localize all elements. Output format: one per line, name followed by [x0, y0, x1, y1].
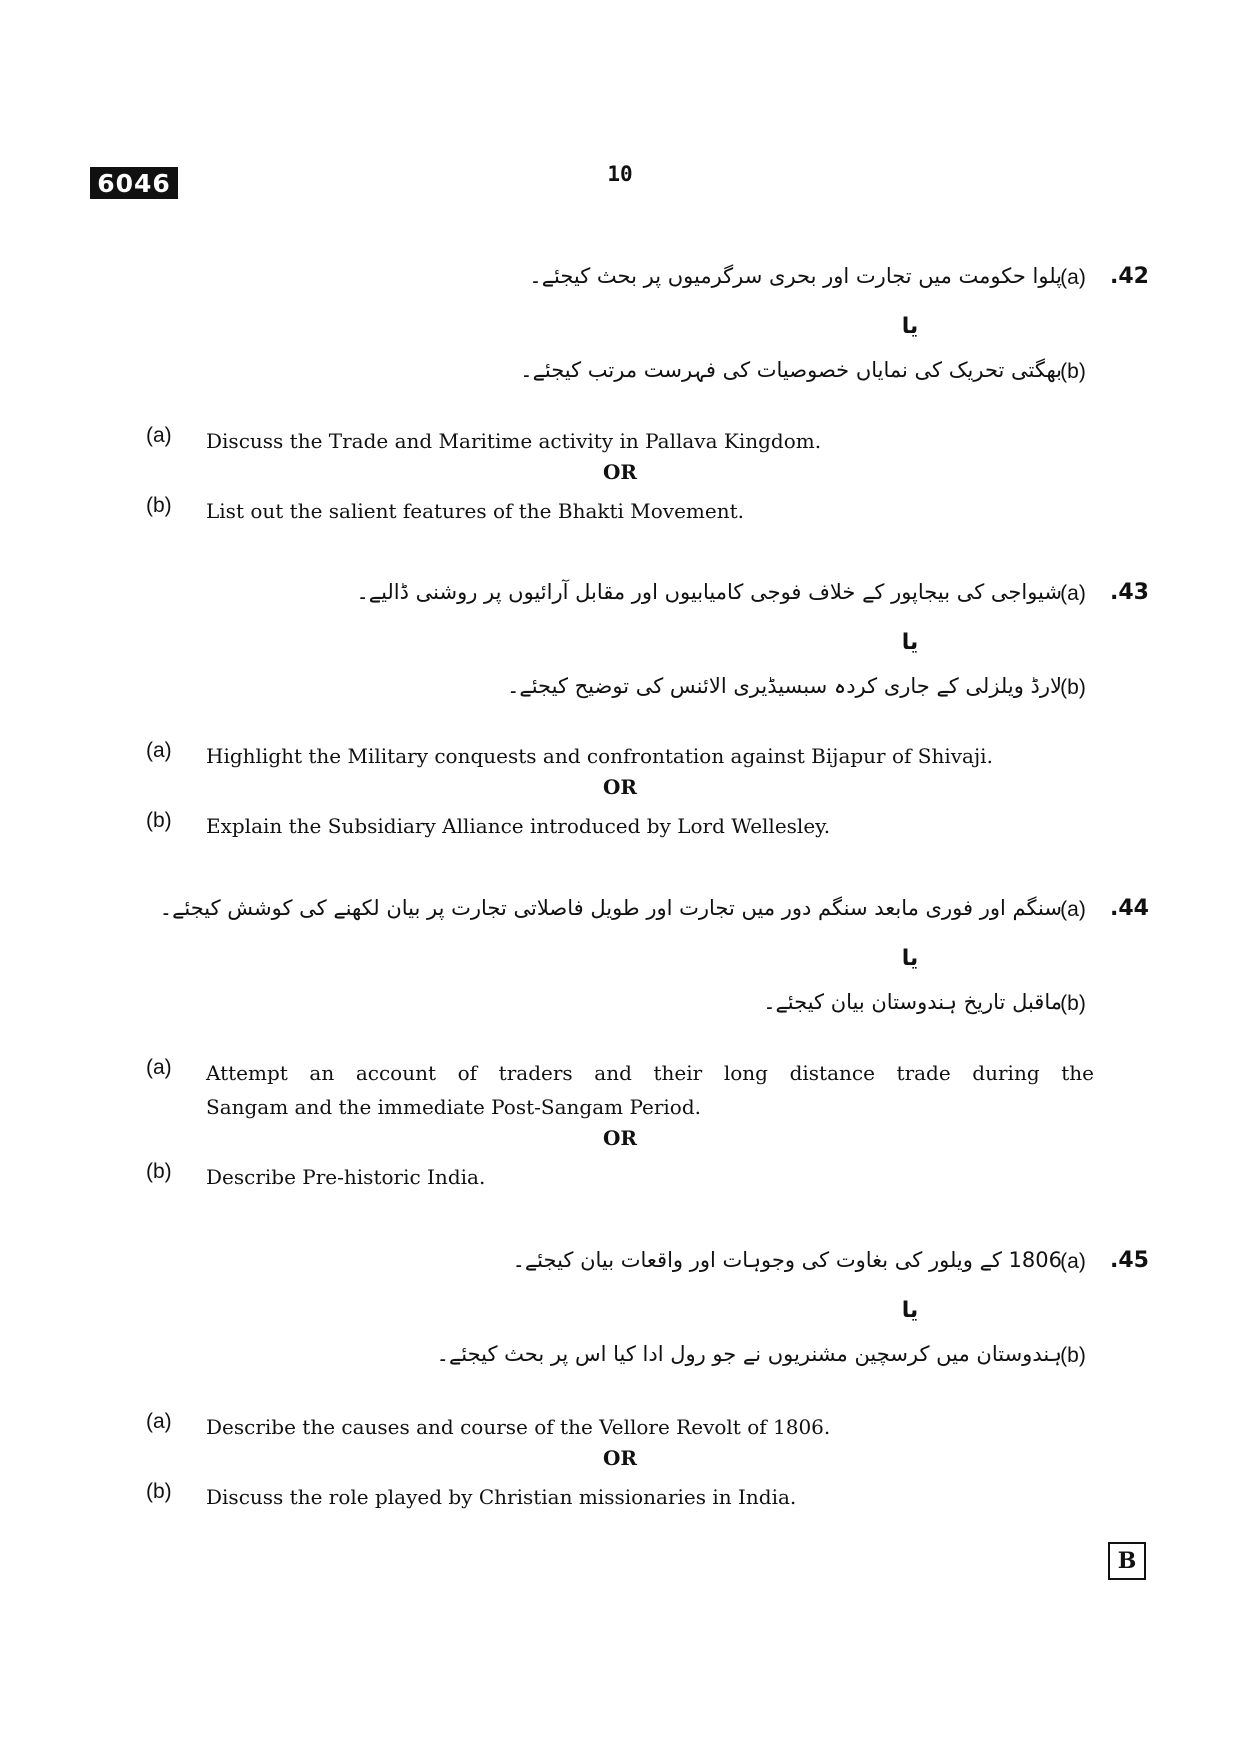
english-option-text: Highlight the Military conquests and confrontation against Bijapur of Shivaji.: [206, 744, 993, 768]
english-option-label: (a): [146, 1056, 172, 1079]
question-number: .43: [1110, 580, 1149, 605]
page-number: 10: [607, 162, 633, 186]
english-option-label: (b): [146, 809, 172, 832]
urdu-option-text: ہندوستان میں کرسچین مشنریوں نے جو رول ادا کیا اس پر بحث کیجئے۔: [436, 1342, 1062, 1366]
urdu-or: یا: [901, 1298, 919, 1323]
urdu-option-b: [0, 1342, 1240, 1382]
series-box: B: [1108, 1542, 1146, 1580]
question-number: .44: [1110, 896, 1149, 921]
english-option-text: Discuss the Trade and Maritime activity in Pallava Kingdom.: [206, 429, 822, 453]
english-option-label: (b): [146, 494, 172, 517]
urdu-option-b: [0, 358, 1240, 398]
urdu-option-label: (b): [1060, 992, 1086, 1015]
urdu-option-label: (b): [1060, 676, 1086, 699]
urdu-option-b: [0, 990, 1240, 1030]
urdu-option-label: (b): [1060, 360, 1086, 383]
urdu-option-text: سنگم اور فوری مابعد سنگم دور میں تجارت اور طویل فاصلاتی تجارت پر بیان لکھنے کی کوشش کیجئے۔: [159, 896, 1062, 920]
urdu-option-text: پلوا حکومت میں تجارت اور بحری سرگرمیوں پر بحث کیجئے۔: [529, 264, 1062, 288]
urdu-option-text: شیواجی کی بیجاپور کے خلاف فوجی کامیابیوں اور مقابل آرائیوں پر روشنی ڈالیے۔: [356, 580, 1062, 604]
question-number: .42: [1110, 264, 1149, 289]
english-option-text-line-2: Sangam and the immediate Post-Sangam Period.: [206, 1095, 701, 1119]
urdu-option-label: (a): [1060, 1250, 1086, 1273]
urdu-or: یا: [901, 314, 919, 339]
urdu-option-text: ماقبل تاریخ ہندوستان بیان کیجئے۔: [763, 990, 1062, 1014]
urdu-or: یا: [901, 946, 919, 971]
urdu-option-label: (a): [1060, 898, 1086, 921]
urdu-or: یا: [901, 630, 919, 655]
urdu-option-a: [0, 580, 1240, 620]
or-separator: OR: [602, 460, 638, 484]
english-option-label: (a): [146, 1410, 172, 1433]
or-separator: OR: [602, 1126, 638, 1150]
question-number: .45: [1110, 1248, 1149, 1273]
paper-code-badge: 6046: [90, 167, 178, 199]
urdu-option-a: [0, 1248, 1240, 1288]
urdu-option-a: [0, 896, 1240, 936]
english-option-text: List out the salient features of the Bhakti Movement.: [206, 499, 745, 523]
urdu-option-label: (b): [1060, 1344, 1086, 1367]
urdu-option-a: [0, 264, 1240, 304]
or-separator: OR: [602, 775, 638, 799]
urdu-option-text: بھگتی تحریک کی نمایاں خصوصیات کی فہرست مرتب کیجئے۔: [520, 358, 1062, 382]
urdu-option-label: (a): [1060, 582, 1086, 605]
english-option-text: Describe the causes and course of the Vellore Revolt of 1806.: [206, 1415, 831, 1439]
english-option-text-line-1: Attempt an account of traders and their long distance trade during the: [206, 1061, 1094, 1085]
or-separator: OR: [602, 1446, 638, 1470]
english-option-text: Discuss the role played by Christian missionaries in India.: [206, 1485, 797, 1509]
english-option-label: (a): [146, 424, 172, 447]
english-option-label: (b): [146, 1480, 172, 1503]
english-option-text: Explain the Subsidiary Alliance introduced by Lord Wellesley.: [206, 814, 831, 838]
english-option-label: (a): [146, 739, 172, 762]
english-option-text: Describe Pre-historic India.: [206, 1165, 486, 1189]
english-option-label: (b): [146, 1160, 172, 1183]
urdu-option-b: [0, 674, 1240, 714]
urdu-option-text: لارڈ ویلزلی کے جاری کردہ سبسیڈیری الائنس کی توضیح کیجئے۔: [507, 674, 1062, 698]
urdu-option-label: (a): [1060, 266, 1086, 289]
urdu-option-text: 1806 کے ویلور کی بغاوت کی وجوہات اور واقعات بیان کیجئے۔: [512, 1248, 1062, 1272]
